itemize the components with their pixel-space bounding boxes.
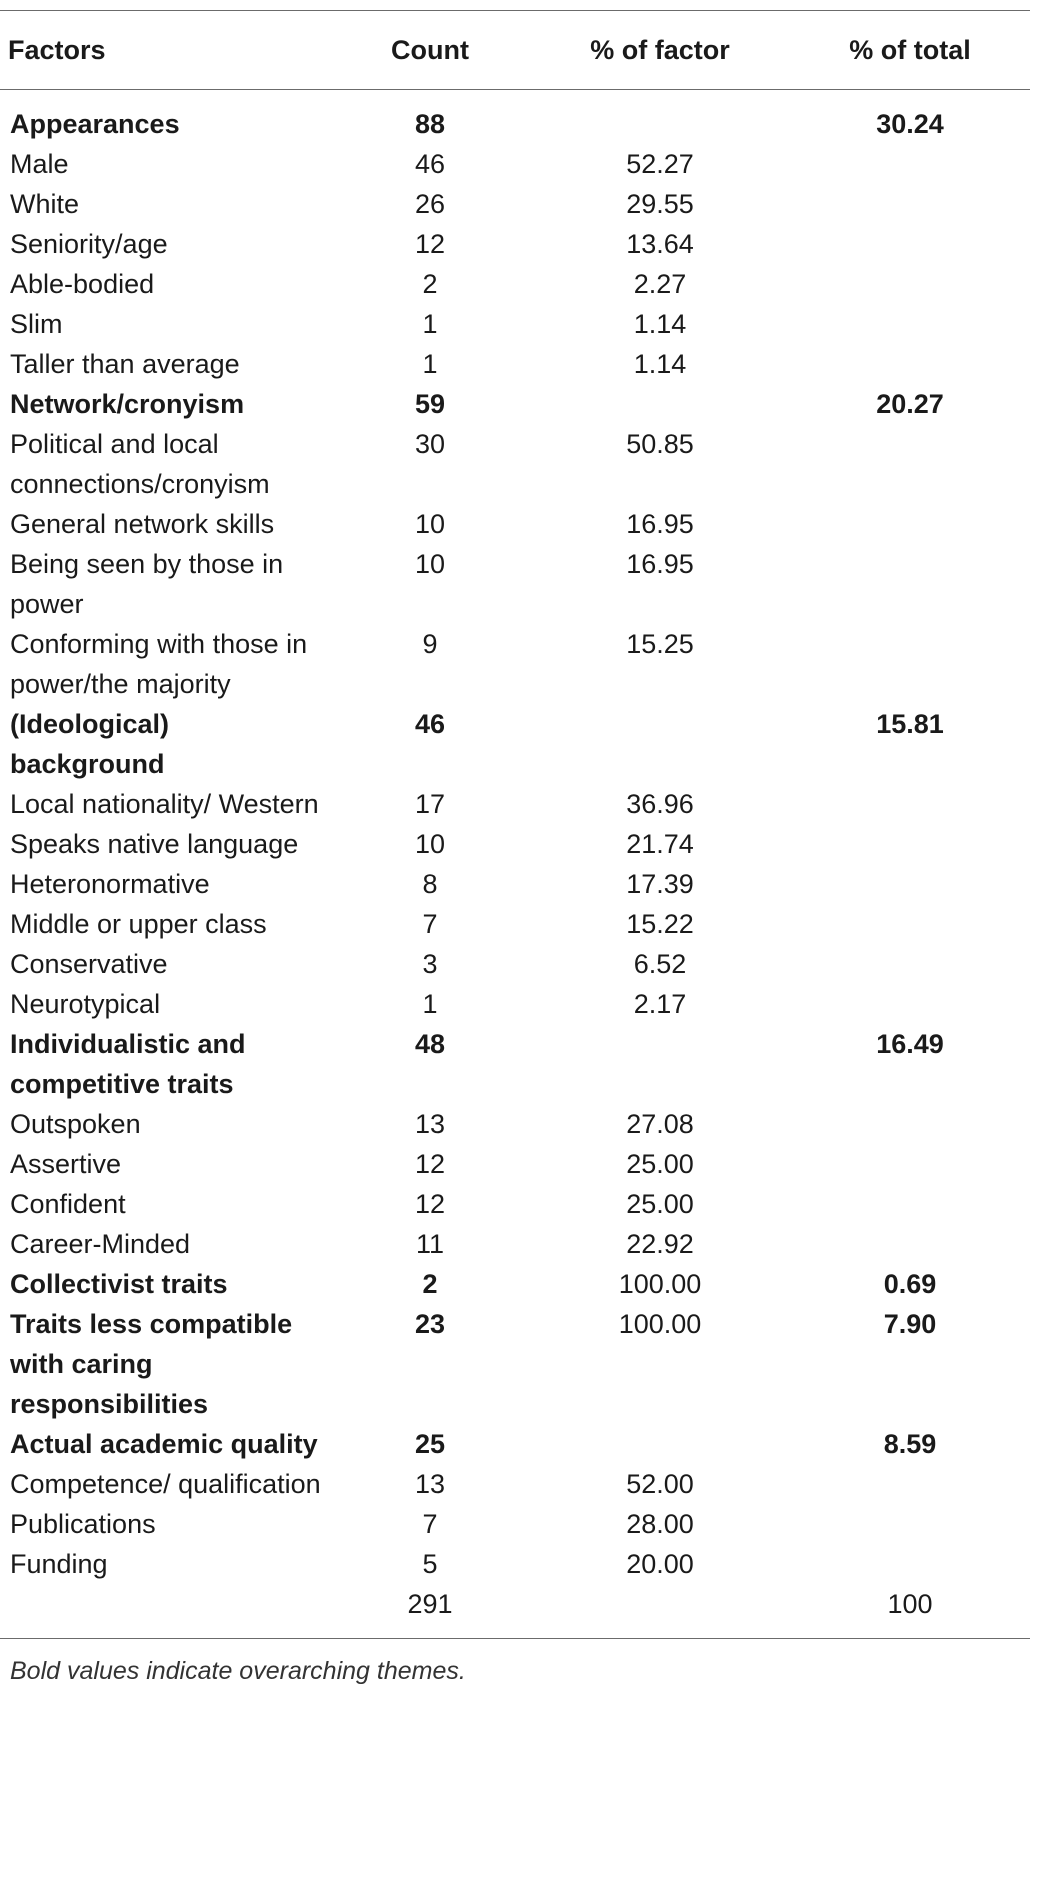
cell-factor: Male: [10, 149, 69, 179]
cell-count: 12: [414, 229, 446, 259]
cell-factor: Actual academic quality: [10, 1429, 318, 1459]
cell-count: 17: [414, 789, 446, 819]
cell-factor: (Ideological) background: [10, 709, 170, 779]
cell-count: 9: [422, 629, 438, 659]
cell-count: 8: [422, 869, 438, 899]
cell-factor: Speaks native language: [10, 829, 299, 859]
cell-count: 88: [414, 109, 446, 139]
cell-pct-total: [790, 1544, 1030, 1584]
cell-pct-factor: 28.00: [626, 1509, 694, 1539]
cell-factor: Local nationality/ Western: [10, 789, 319, 819]
cell-pct-factor: 29.55: [626, 189, 694, 219]
table-row: [0, 1544, 1030, 1584]
cell-count: 13: [414, 1469, 446, 1499]
cell-pct-factor: 25.00: [626, 1149, 694, 1179]
cell-count: 1: [422, 989, 438, 1019]
table-row: [0, 304, 1030, 344]
total-cell-pct-factor: [530, 1584, 790, 1639]
cell-factor: Heteronormative: [10, 869, 210, 899]
cell-pct-total: [790, 144, 1030, 184]
cell-count: 11: [415, 1229, 445, 1259]
cell-pct-total: 8.59: [883, 1429, 937, 1459]
table-row: [0, 1104, 1030, 1144]
table-row: [0, 904, 1030, 944]
cell-pct-factor: 52.27: [626, 149, 694, 179]
cell-factor: Being seen by those in power: [10, 549, 284, 619]
table-row: [0, 1504, 1030, 1544]
total-cell-count: 291: [330, 1584, 530, 1639]
cell-pct-factor: 36.96: [626, 789, 694, 819]
cell-pct-total: [790, 304, 1030, 344]
cell-pct-total: 15.81: [876, 709, 944, 739]
cell-factor: Neurotypical: [10, 989, 161, 1019]
cell-pct-factor: [530, 1024, 790, 1104]
cell-factor: Slim: [10, 309, 63, 339]
table-row: [0, 344, 1030, 384]
cell-pct-total: [790, 1144, 1030, 1184]
header-factors: Factors: [0, 11, 330, 90]
cell-count: 2: [422, 1269, 438, 1299]
cell-pct-total: 7.90: [883, 1309, 937, 1339]
cell-pct-total: [790, 864, 1030, 904]
cell-pct-factor: 16.95: [626, 509, 694, 539]
table-row: [0, 424, 1030, 504]
theme-row: [0, 704, 1030, 784]
cell-pct-factor: 16.95: [626, 549, 694, 579]
cell-pct-factor: 13.64: [626, 229, 694, 259]
cell-pct-total: [790, 1224, 1030, 1264]
cell-count: 12: [414, 1149, 446, 1179]
cell-pct-factor: [530, 704, 790, 784]
table-footnote: Bold values indicate overarching themes.: [10, 1657, 466, 1685]
total-row: [0, 1584, 1030, 1639]
cell-pct-total: [790, 984, 1030, 1024]
cell-pct-factor: 21.74: [626, 829, 694, 859]
cell-pct-factor: [530, 90, 790, 145]
cell-factor: Collectivist traits: [10, 1269, 228, 1299]
cell-pct-factor: 27.08: [626, 1109, 694, 1139]
cell-pct-total: 0.69: [883, 1269, 937, 1299]
theme-row: [0, 384, 1030, 424]
cell-factor: Traits less compatible with caring responsibilities: [10, 1309, 293, 1419]
cell-count: 7: [422, 1509, 438, 1539]
cell-factor: Confident: [10, 1189, 126, 1219]
header-pct-factor: % of factor: [530, 11, 790, 90]
table-row: [0, 1224, 1030, 1264]
cell-factor: Taller than average: [10, 349, 240, 379]
cell-pct-factor: 6.52: [633, 949, 687, 979]
cell-count: 13: [414, 1109, 446, 1139]
cell-pct-total: [790, 784, 1030, 824]
cell-factor: Publications: [10, 1509, 156, 1539]
cell-pct-total: [790, 1184, 1030, 1224]
cell-factor: Middle or upper class: [10, 909, 267, 939]
cell-pct-factor: 52.00: [626, 1469, 694, 1499]
cell-pct-factor: 100.00: [618, 1309, 702, 1339]
cell-pct-factor: 2.17: [633, 989, 687, 1019]
cell-count: 1: [422, 349, 438, 379]
cell-pct-total: [790, 504, 1030, 544]
cell-count: 23: [414, 1309, 446, 1339]
cell-pct-factor: 17.39: [626, 869, 694, 899]
cell-count: 30: [414, 429, 446, 459]
cell-factor: General network skills: [10, 509, 275, 539]
cell-pct-total: [790, 544, 1030, 624]
cell-count: 3: [422, 949, 438, 979]
cell-count: 5: [422, 1549, 438, 1579]
cell-pct-total: [790, 624, 1030, 704]
table-row: [0, 1464, 1030, 1504]
cell-factor: Network/cronyism: [10, 389, 245, 419]
cell-pct-factor: 20.00: [626, 1549, 694, 1579]
cell-pct-factor: [530, 384, 790, 424]
cell-factor: Conforming with those in power/the majority: [10, 629, 308, 699]
cell-pct-total: [790, 824, 1030, 864]
cell-count: 25: [414, 1429, 446, 1459]
cell-count: 12: [414, 1189, 446, 1219]
cell-count: 2: [422, 269, 438, 299]
cell-count: 59: [414, 389, 446, 419]
table-row: [0, 504, 1030, 544]
cell-factor: Career-Minded: [10, 1229, 191, 1259]
theme-row: [0, 90, 1030, 145]
header-pct-total: % of total: [790, 11, 1030, 90]
cell-factor: Seniority/age: [10, 229, 168, 259]
cell-count: 1: [422, 309, 438, 339]
cell-count: 7: [422, 909, 438, 939]
cell-pct-factor: 22.92: [626, 1229, 694, 1259]
table-row: [0, 864, 1030, 904]
total-cell-pct-total: 100: [790, 1584, 1030, 1639]
table-body: [0, 90, 1030, 1639]
cell-factor: Able-bodied: [10, 269, 155, 299]
cell-pct-total: [790, 264, 1030, 304]
header-count: Count: [330, 11, 530, 90]
cell-pct-total: [790, 1504, 1030, 1544]
table-row: [0, 1144, 1030, 1184]
table-row: [0, 1184, 1030, 1224]
table-row: [0, 624, 1030, 704]
cell-pct-factor: 2.27: [633, 269, 687, 299]
cell-count: 46: [414, 149, 446, 179]
cell-pct-total: [790, 344, 1030, 384]
cell-count: 10: [414, 549, 446, 579]
cell-pct-factor: 15.22: [626, 909, 694, 939]
table-row: [0, 184, 1030, 224]
cell-factor: Appearances: [10, 109, 180, 139]
cell-pct-total: [790, 224, 1030, 264]
cell-pct-total: 16.49: [876, 1029, 944, 1059]
cell-factor: Assertive: [10, 1149, 122, 1179]
table-row: [0, 984, 1030, 1024]
cell-factor: Competence/ qualification: [10, 1469, 321, 1499]
cell-count: 26: [414, 189, 446, 219]
cell-factor: Funding: [10, 1549, 108, 1579]
table-row: [0, 944, 1030, 984]
cell-pct-total: [790, 424, 1030, 504]
table-row: [0, 144, 1030, 184]
cell-factor: White: [10, 189, 80, 219]
cell-pct-total: [790, 944, 1030, 984]
cell-pct-factor: [530, 1424, 790, 1464]
cell-count: 46: [414, 709, 446, 739]
cell-pct-total: [790, 1464, 1030, 1504]
table-header: [0, 11, 1030, 90]
cell-pct-total: [790, 184, 1030, 224]
table-row: [0, 224, 1030, 264]
cell-factor: Conservative: [10, 949, 168, 979]
theme-row: [0, 1424, 1030, 1464]
cell-pct-factor: 15.25: [626, 629, 694, 659]
table-row: [0, 784, 1030, 824]
cell-pct-total: 20.27: [876, 389, 944, 419]
total-cell-factor: [0, 1584, 330, 1639]
theme-row: [0, 1024, 1030, 1104]
table-row: [0, 824, 1030, 864]
cell-pct-total: 30.24: [876, 109, 944, 139]
theme-row: [0, 1304, 1030, 1424]
cell-pct-factor: 1.14: [633, 349, 687, 379]
factors-table: [0, 10, 1030, 1639]
cell-factor: Individualistic and competitive traits: [10, 1029, 246, 1099]
cell-pct-total: [790, 1104, 1030, 1144]
table-row: [0, 264, 1030, 304]
theme-row: [0, 1264, 1030, 1304]
cell-count: 10: [414, 509, 446, 539]
cell-pct-factor: 50.85: [626, 429, 694, 459]
cell-pct-factor: 100.00: [618, 1269, 702, 1299]
cell-pct-factor: 25.00: [626, 1189, 694, 1219]
cell-pct-factor: 1.14: [633, 309, 687, 339]
header-row: [0, 11, 1030, 90]
table-row: [0, 544, 1030, 624]
cell-count: 48: [414, 1029, 446, 1059]
cell-factor: Political and local connections/cronyism: [10, 429, 270, 499]
cell-factor: Outspoken: [10, 1109, 141, 1139]
cell-count: 10: [414, 829, 446, 859]
cell-pct-total: [790, 904, 1030, 944]
